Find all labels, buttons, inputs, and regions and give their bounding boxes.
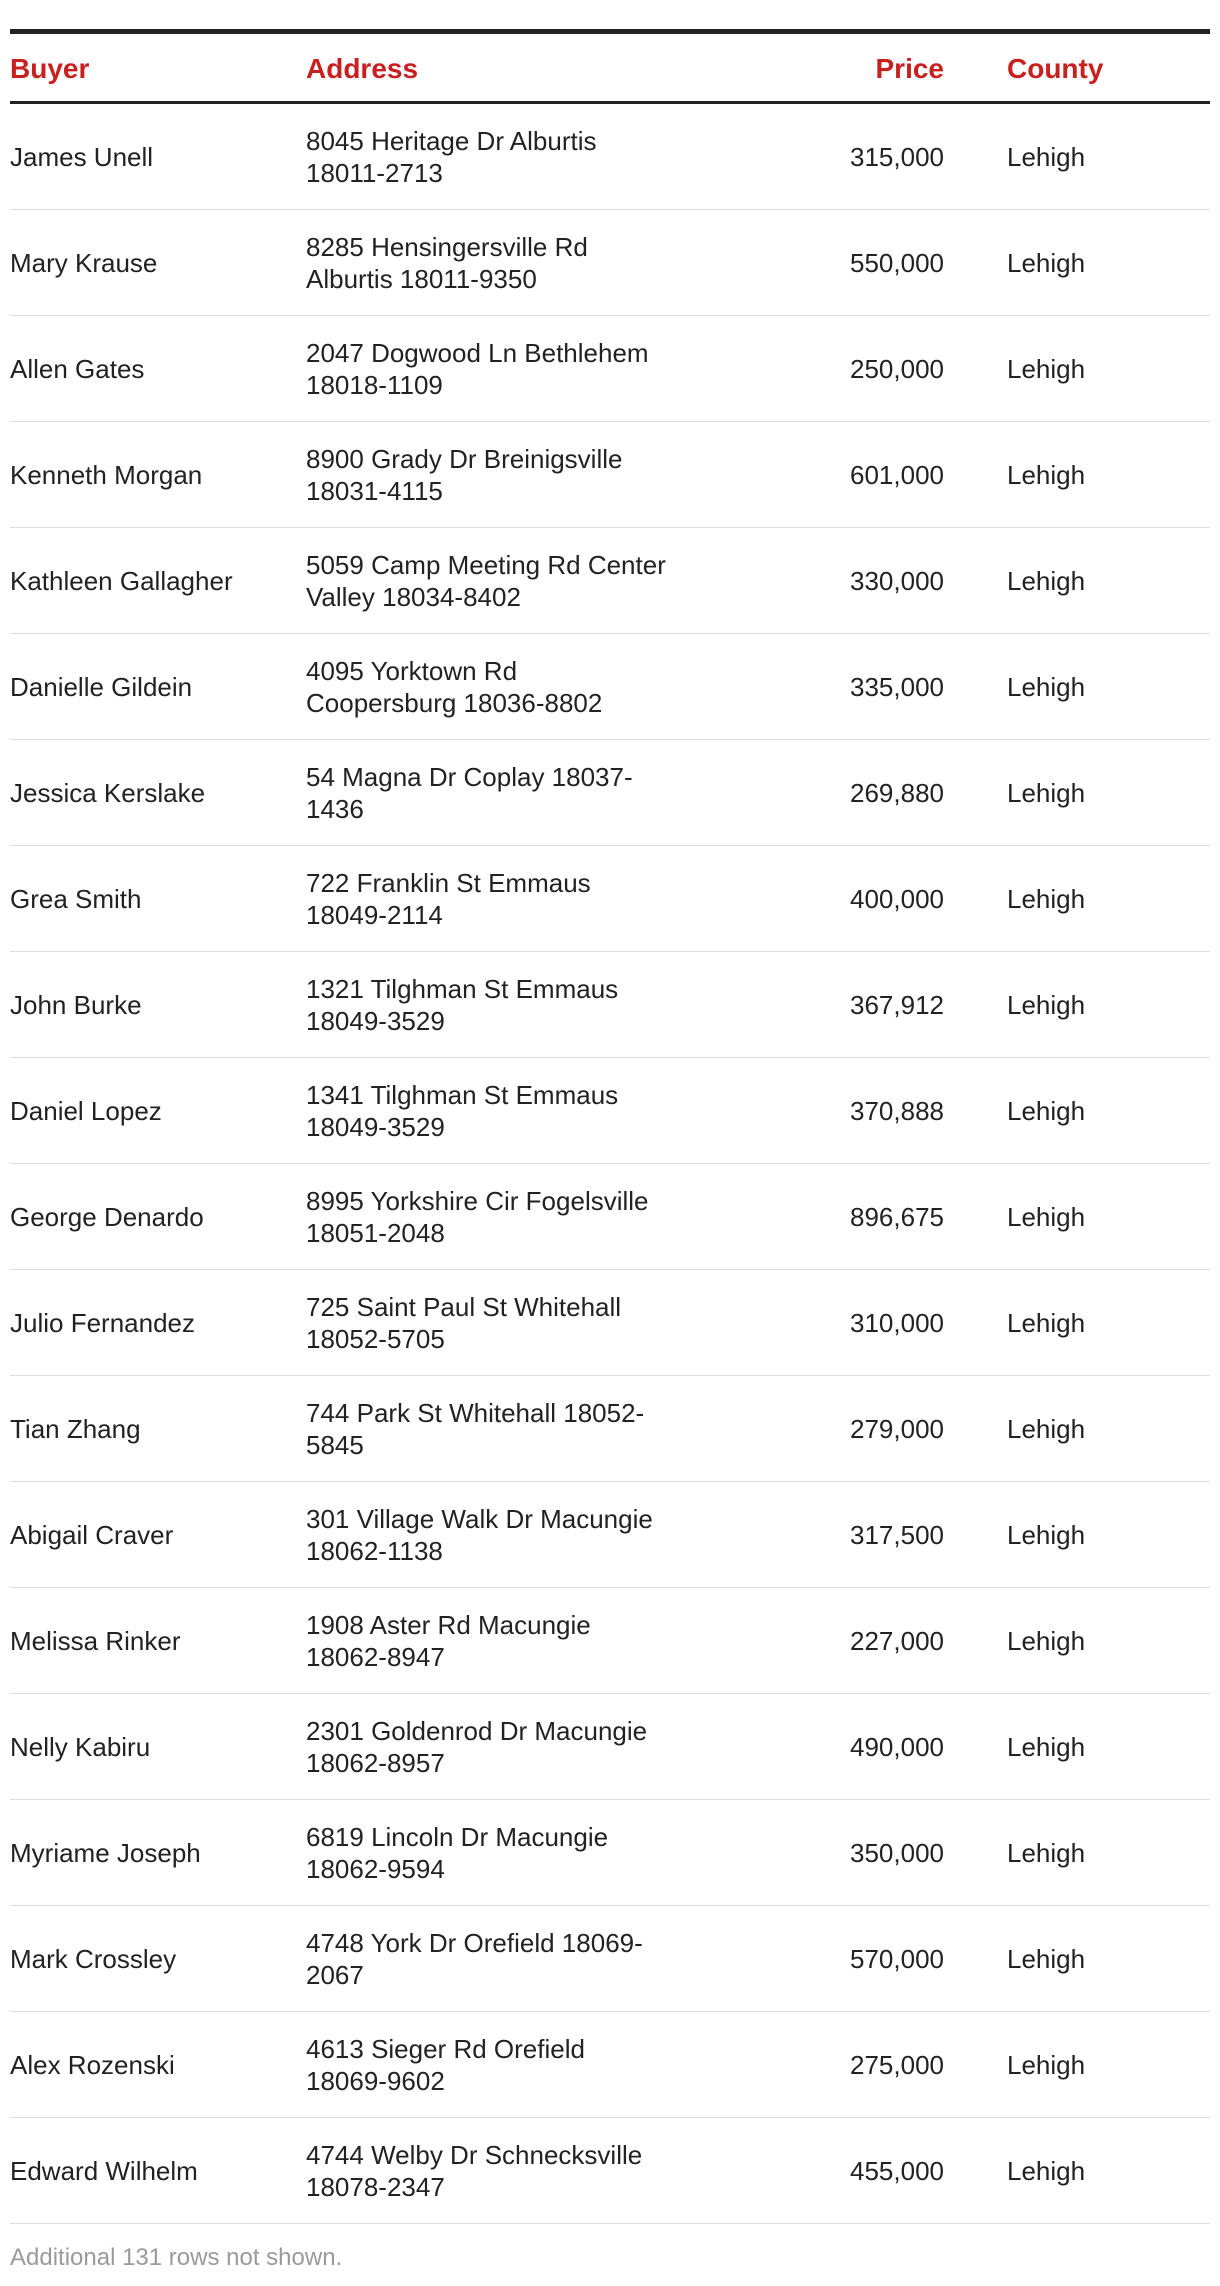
table-row [10,422,1210,528]
buyer-cell: Tian Zhang [10,1413,141,1444]
table-row [10,1800,1210,1906]
buyer-cell: Mary Krause [10,247,158,278]
address-cell: 1908 Aster Rd Macungie 18062-8947 [306,1609,591,1672]
table-body [10,104,1210,2224]
price-cell: 279,000 [850,1413,944,1444]
address-cell: 8285 Hensingersville Rd Alburtis 18011-9350 [306,231,588,294]
county-cell: Lehigh [1007,883,1086,914]
address-cell: 8900 Grady Dr Breinigsville 18031-4115 [306,443,623,506]
table-row [10,1270,1210,1376]
header-address: Address [306,53,419,84]
address-cell: 5059 Camp Meeting Rd Center Valley 18034-8402 [306,549,666,612]
address-cell: 4095 Yorktown Rd Coopersburg 18036-8802 [306,655,603,718]
table-row [10,634,1210,740]
buyer-cell: James Unell [10,141,154,172]
county-cell: Lehigh [1007,141,1086,172]
address-cell: 4613 Sieger Rd Orefield 18069-9602 [306,2033,585,2096]
address-cell: 744 Park St Whitehall 18052-5845 [306,1397,645,1460]
table-row [10,1906,1210,2012]
price-cell: 490,000 [850,1731,944,1762]
address-cell: 54 Magna Dr Coplay 18037-1436 [306,761,633,824]
county-cell: Lehigh [1007,1413,1086,1444]
county-cell: Lehigh [1007,1943,1086,1974]
county-cell: Lehigh [1007,565,1086,596]
buyer-cell: Abigail Craver [10,1519,174,1550]
header-price: Price [875,53,944,84]
address-cell: 725 Saint Paul St Whitehall 18052-5705 [306,1291,622,1354]
buyer-cell: Allen Gates [10,353,145,384]
county-cell: Lehigh [1007,777,1086,808]
price-cell: 570,000 [850,1943,944,1974]
header-buyer: Buyer [10,53,90,84]
table-row [10,1376,1210,1482]
county-cell: Lehigh [1007,2049,1086,2080]
county-cell: Lehigh [1007,2155,1086,2186]
county-cell: Lehigh [1007,1095,1086,1126]
table-row [10,846,1210,952]
price-cell: 350,000 [850,1837,944,1868]
table-row [10,1588,1210,1694]
price-cell: 315,000 [850,141,944,172]
address-cell: 301 Village Walk Dr Macungie 18062-1138 [306,1503,653,1566]
price-cell: 370,888 [850,1095,944,1126]
county-cell: Lehigh [1007,1307,1086,1338]
county-cell: Lehigh [1007,1625,1086,1656]
buyer-cell: George Denardo [10,1201,204,1232]
table-row [10,1694,1210,1800]
table-row [10,952,1210,1058]
table-row [10,2012,1210,2118]
table-row [10,210,1210,316]
county-cell: Lehigh [1007,353,1086,384]
table-row [10,1482,1210,1588]
address-cell: 8045 Heritage Dr Alburtis 18011-2713 [306,125,597,188]
rows-not-shown-note: Additional 131 rows not shown. [10,2244,343,2271]
buyer-cell: Nelly Kabiru [10,1731,151,1762]
buyer-cell: John Burke [10,989,142,1020]
address-cell: 4744 Welby Dr Schnecksville 18078-2347 [306,2139,643,2202]
buyer-cell: Julio Fernandez [10,1307,195,1338]
address-cell: 6819 Lincoln Dr Macungie 18062-9594 [306,1821,609,1884]
buyer-cell: Jessica Kerslake [10,777,206,808]
county-cell: Lehigh [1007,247,1086,278]
price-cell: 275,000 [850,2049,944,2080]
buyer-cell: Kenneth Morgan [10,459,203,490]
table-row [10,316,1210,422]
price-cell: 896,675 [850,1201,944,1232]
price-cell: 550,000 [850,247,944,278]
table-row [10,528,1210,634]
address-cell: 4748 York Dr Orefield 18069-2067 [306,1927,643,1990]
price-cell: 400,000 [850,883,944,914]
price-cell: 367,912 [850,989,944,1020]
buyer-cell: Alex Rozenski [10,2049,175,2080]
price-cell: 330,000 [850,565,944,596]
county-cell: Lehigh [1007,989,1086,1020]
buyer-cell: Danielle Gildein [10,671,193,702]
price-cell: 310,000 [850,1307,944,1338]
address-cell: 8995 Yorkshire Cir Fogelsville 18051-2048 [306,1185,649,1248]
price-cell: 455,000 [850,2155,944,2186]
table-row [10,2118,1210,2224]
price-cell: 335,000 [850,671,944,702]
table-row [10,1058,1210,1164]
address-cell: 2047 Dogwood Ln Bethlehem 18018-1109 [306,337,649,400]
buyer-cell: Grea Smith [10,883,142,914]
buyer-cell: Myriame Joseph [10,1837,201,1868]
table-row [10,740,1210,846]
county-cell: Lehigh [1007,671,1086,702]
county-cell: Lehigh [1007,1201,1086,1232]
price-cell: 227,000 [850,1625,944,1656]
address-cell: 1321 Tilghman St Emmaus 18049-3529 [306,973,619,1036]
price-cell: 601,000 [850,459,944,490]
table-row [10,104,1210,210]
price-cell: 250,000 [850,353,944,384]
buyer-cell: Daniel Lopez [10,1095,162,1126]
buyer-cell: Edward Wilhelm [10,2155,198,2186]
buyer-cell: Mark Crossley [10,1943,177,1974]
county-cell: Lehigh [1007,459,1086,490]
county-cell: Lehigh [1007,1519,1086,1550]
address-cell: 722 Franklin St Emmaus 18049-2114 [306,867,591,930]
price-cell: 317,500 [850,1519,944,1550]
address-cell: 2301 Goldenrod Dr Macungie 18062-8957 [306,1715,648,1778]
buyer-cell: Kathleen Gallagher [10,565,233,596]
table-header-row [10,34,1210,104]
header-county: County [1007,53,1104,84]
price-cell: 269,880 [850,777,944,808]
county-cell: Lehigh [1007,1731,1086,1762]
buyer-cell: Melissa Rinker [10,1625,181,1656]
county-cell: Lehigh [1007,1837,1086,1868]
table-row [10,1164,1210,1270]
address-cell: 1341 Tilghman St Emmaus 18049-3529 [306,1079,619,1142]
